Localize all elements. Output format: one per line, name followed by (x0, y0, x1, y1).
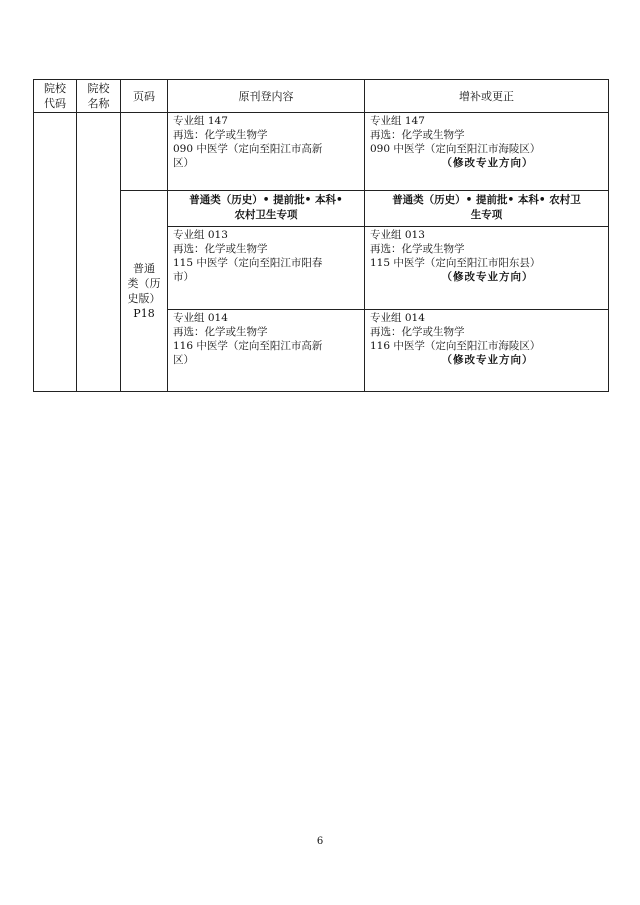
page-label-cell: 普通 类（历 史版） P18 (121, 191, 168, 392)
section-heading-correction: 普通类（历史）• 提前批• 本科• 农村卫 生专项 (365, 191, 609, 227)
correction-note: （修改专业方向） (441, 157, 534, 169)
header-school-code: 院校 代码 (34, 80, 77, 113)
correction-cell: 专业组 013 再选：化学或生物学 115 中医学（定向至阳江市阳东县） （修改专业方向） (365, 227, 609, 310)
header-page: 页码 (121, 80, 168, 113)
correction-note: （修改专业方向） (441, 271, 534, 283)
original-cell: 专业组 013 再选：化学或生物学 115 中医学（定向至阳江市阳春 市） (168, 227, 365, 310)
section-heading-row (34, 191, 609, 227)
errata-table (33, 79, 609, 392)
original-cell: 专业组 147 再选：化学或生物学 090 中医学（定向至阳江市高新 区） (168, 113, 365, 191)
page-number: 6 (316, 836, 324, 847)
header-row (34, 80, 609, 113)
header-school-name: 院校 名称 (77, 80, 121, 113)
section-heading-original: 普通类（历史）• 提前批• 本科• 农村卫生专项 (168, 191, 365, 227)
correction-cell: 专业组 014 再选：化学或生物学 116 中医学（定向至阳江市海陵区） （修改专业方向） (365, 310, 609, 392)
original-cell: 专业组 014 再选：化学或生物学 116 中医学（定向至阳江市高新 区） (168, 310, 365, 392)
correction-cell: 专业组 147 再选：化学或生物学 090 中医学（定向至阳江市海陵区） （修改专业方向） (365, 113, 609, 191)
correction-note: （修改专业方向） (441, 354, 534, 366)
table-row (34, 113, 609, 191)
school-code-cell (34, 113, 77, 392)
header-correction: 增补或更正 (365, 80, 609, 113)
header-original: 原刊登内容 (168, 80, 365, 113)
school-name-cell (77, 113, 121, 392)
page-cell-top (121, 113, 168, 191)
